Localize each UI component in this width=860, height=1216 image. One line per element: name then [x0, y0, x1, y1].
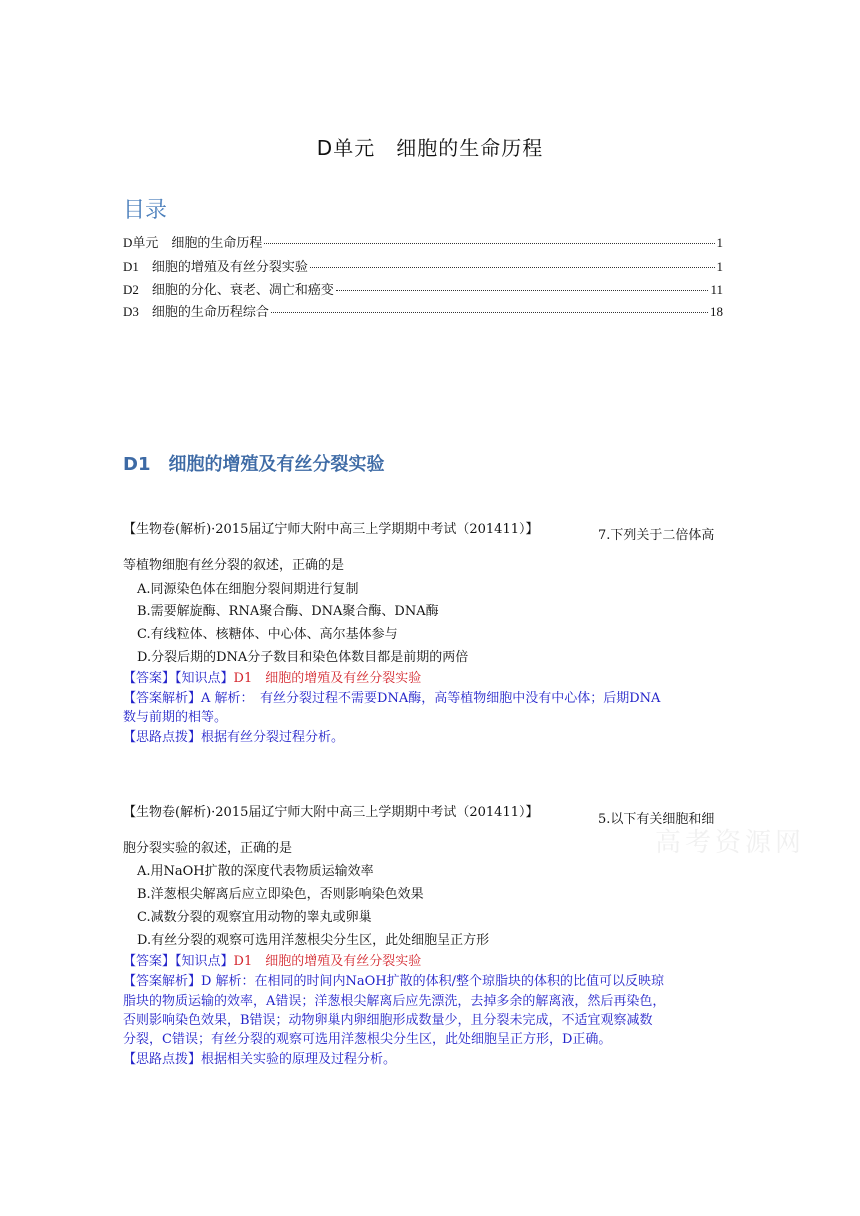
toc-leader-dots [310, 267, 715, 268]
toc-entry[interactable] [123, 232, 723, 251]
toc-entry[interactable] [123, 256, 723, 275]
answer-analysis-line: 脂块的物质运输的效率，A错误；洋葱根尖解离后应先漂洗，去掉多余的解离液，然后再染色， [123, 994, 666, 1009]
knowledge-point: D1 细胞的增殖及有丝分裂实验 [233, 671, 422, 686]
answer-line [123, 667, 421, 686]
answer-tag: 【答案】【知识点】 [123, 954, 234, 969]
question-source: 【生物卷(解析)·2015届辽宁师大附中高三上学期期中考试（201411）】 [123, 805, 539, 820]
option-b: B.需要解旋酶、RNA聚合酶、DNA聚合酶、DNA酶 [137, 604, 439, 619]
option-a: A.用NaOH扩散的深度代表物质运输效率 [137, 864, 374, 879]
answer-analysis-line: 【答案解析】A 解析： 有丝分裂过程不需要DNA酶，高等植物细胞中没有中心体；后期DNA [123, 691, 661, 706]
option-d: D.有丝分裂的观察可选用洋葱根尖分生区，此处细胞呈正方形 [137, 933, 490, 948]
answer-analysis-line: 【答案解析】D 解析：在相同的时间内NaOH扩散的体积/整个琼脂块的体积的比值可以反映琼 [123, 974, 665, 989]
answer-analysis-line: 分裂，C错误；有丝分裂的观察可选用洋葱根尖分生区，此处细胞呈正方形，D正确。 [123, 1032, 612, 1047]
section-heading: D1 细胞的增殖及有丝分裂实验 [123, 454, 385, 475]
answer-line [123, 950, 421, 969]
toc-leader-dots [271, 312, 708, 313]
toc-heading: 目录 [123, 198, 168, 223]
toc-entry-page: 1 [716, 235, 723, 250]
option-d: D.分裂后期的DNA分子数目和染色体数目都是前期的两倍 [137, 650, 469, 665]
toc-entry[interactable] [123, 279, 723, 298]
toc-entry-label: D1 细胞的增殖及有丝分裂实验 [123, 259, 308, 274]
toc-leader-dots [264, 243, 714, 244]
option-b: B.洋葱根尖解离后应立即染色，否则影响染色效果 [137, 887, 424, 902]
toc-entry[interactable] [123, 301, 723, 320]
answer-analysis-line: 否则影响染色效果，B错误；动物卵巢内卵细胞形成数量少，且分裂未完成，不适宜观察减数 [123, 1013, 653, 1028]
option-c: C.减数分裂的观察宜用动物的睾丸或卵巢 [137, 910, 372, 925]
page-title: D单元 细胞的生命历程 [316, 136, 544, 160]
toc-entry-page: 11 [710, 282, 723, 297]
toc-entry-page: 1 [716, 259, 723, 274]
hint-line: 【思路点拨】根据相关实验的原理及过程分析。 [123, 1052, 397, 1067]
hint-line: 【思路点拨】根据有丝分裂过程分析。 [123, 730, 345, 745]
answer-tag: 【答案】【知识点】 [123, 671, 234, 686]
question-number: 5.以下有关细胞和细 [598, 812, 715, 827]
answer-analysis-line: 数与前期的相等。 [123, 710, 228, 725]
toc-entry-label: D单元 细胞的生命历程 [123, 235, 263, 250]
watermark: 高考资源网 [655, 828, 806, 858]
question-stem: 等植物细胞有丝分裂的叙述，正确的是 [123, 558, 345, 573]
knowledge-point: D1 细胞的增殖及有丝分裂实验 [233, 954, 422, 969]
question-source: 【生物卷(解析)·2015届辽宁师大附中高三上学期期中考试（201411）】 [123, 522, 539, 537]
toc-entry-page: 18 [710, 304, 723, 319]
toc-entry-label: D3 细胞的生命历程综合 [123, 304, 269, 319]
toc-leader-dots [336, 290, 709, 291]
question-stem: 胞分裂实验的叙述，正确的是 [123, 841, 293, 856]
toc-entry-label: D2 细胞的分化、衰老、凋亡和癌变 [123, 282, 334, 297]
option-a: A.同源染色体在细胞分裂间期进行复制 [137, 582, 359, 597]
question-number: 7.下列关于二倍体高 [598, 528, 715, 543]
option-c: C.有线粒体、核糖体、中心体、高尔基体参与 [137, 627, 398, 642]
